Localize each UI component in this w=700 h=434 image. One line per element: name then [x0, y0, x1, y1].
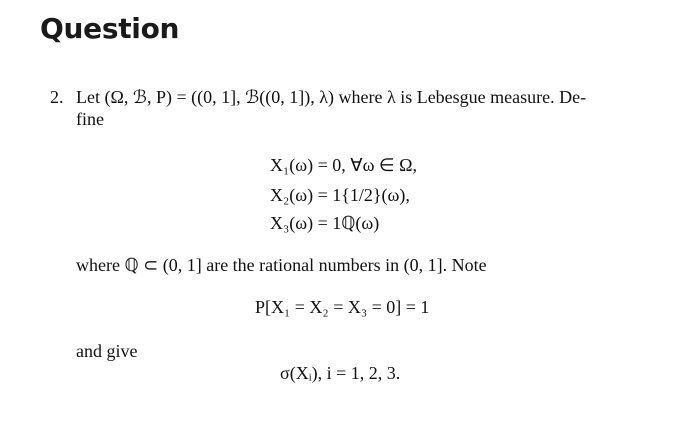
equation-x2: X₂(ω) = 1{1/2}(ω), — [270, 185, 410, 205]
page-heading: Question — [40, 12, 180, 45]
and-give-text: and give — [76, 341, 138, 361]
question-intro: Let (Ω, ℬ, P) = ((0, 1], ℬ((0, 1]), λ) where λ is Lebesgue measure. De- — [76, 87, 587, 107]
question-number: 2. — [50, 87, 64, 107]
equation-x1: X₁(ω) = 0, ∀ω ∈ Ω, — [270, 155, 417, 175]
equation-x3: X₃(ω) = 1ℚ(ω) — [270, 213, 380, 233]
sigma-algebra-expression: σ(Xᵢ), i = 1, 2, 3. — [280, 363, 401, 383]
rationals-statement: where ℚ ⊂ (0, 1] are the rational numbers in (0, 1]. Note — [76, 255, 487, 275]
question-intro-continuation: fine — [76, 109, 104, 129]
probability-equation: P[X₁ = X₂ = X₃ = 0] = 1 — [255, 297, 430, 317]
